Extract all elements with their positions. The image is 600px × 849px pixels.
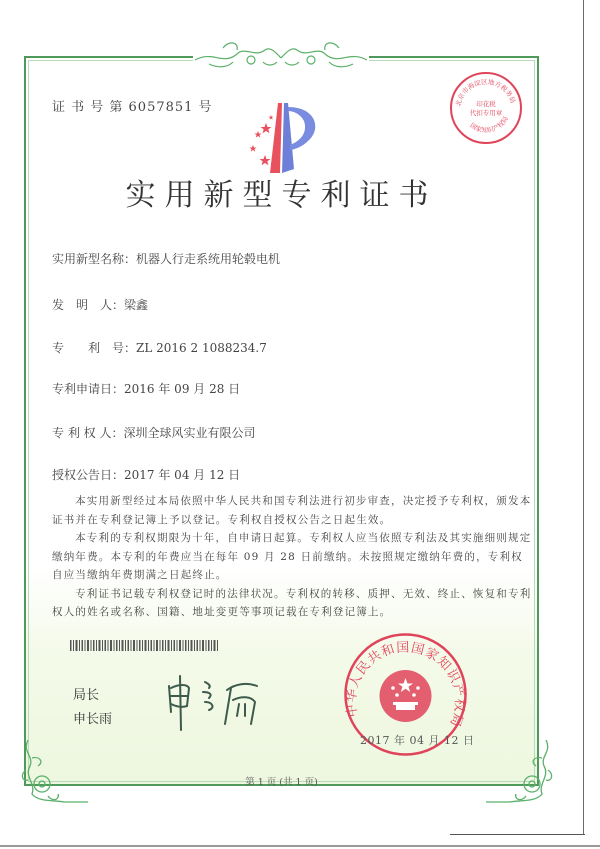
signatory-name: 申长雨 bbox=[73, 712, 113, 727]
body-paragraph: 专利证书记载专利权登记时的法律状况。专利权的转移、质押、无效、终止、恢复和专利权人的姓名或名称、国籍、地址变更等事项记载在专利登记簿上。 bbox=[52, 587, 532, 618]
field-label: 实用新型名称： bbox=[52, 252, 137, 266]
field-value: 梁鑫 bbox=[124, 298, 149, 312]
field-label: 专 利 号： bbox=[52, 341, 137, 355]
tax-stamp-seal-icon bbox=[448, 70, 524, 146]
field-value: ZL 2016 2 1088234.7 bbox=[136, 341, 267, 355]
scan-edge bbox=[0, 845, 600, 847]
tax-stamp-bottom-text: 国家知识产权局 bbox=[468, 114, 510, 135]
handwritten-signature-icon bbox=[165, 672, 265, 732]
field-application-date bbox=[52, 380, 240, 397]
ornament-top-icon bbox=[193, 36, 369, 72]
scan-edge bbox=[450, 834, 585, 835]
field-value: 2016 年 09 月 28 日 bbox=[124, 382, 241, 396]
svg-text:国家知识产权局 bbox=[469, 115, 511, 135]
tax-stamp-inner-line1: 印花税 bbox=[476, 100, 496, 108]
field-label: 发 明 人： bbox=[52, 298, 125, 312]
field-patent-holder bbox=[52, 424, 255, 441]
field-grant-date bbox=[52, 466, 240, 483]
seal-text: 中华人民共和国国家知识产权局 bbox=[344, 640, 467, 730]
certificate-body bbox=[52, 492, 532, 622]
seal-date: 2017 年 04 月 12 日 bbox=[360, 734, 475, 747]
field-label: 授权公告日： bbox=[52, 468, 125, 482]
patent-office-logo-icon bbox=[238, 95, 328, 175]
body-paragraph: 本实用新型经过本局依照中华人民共和国专利法进行初步审查，决定授予专利权，颁发本证书并在专利登记簿上予以登记。专利权自授权公告之日起生效。 bbox=[52, 495, 532, 526]
field-utility-model-name bbox=[52, 250, 280, 267]
tax-stamp-outer-text: 北京市海淀区地方税务局 bbox=[454, 77, 517, 108]
field-value: 机器人行走系统用轮毂电机 bbox=[136, 252, 281, 266]
page-indicator: 第 1 页 (共 1 页) bbox=[245, 777, 318, 788]
barcode-icon bbox=[70, 640, 218, 651]
certificate-title: 实用新型专利证书 bbox=[125, 178, 438, 213]
field-inventor bbox=[52, 296, 148, 313]
field-value: 深圳全球风实业有限公司 bbox=[123, 426, 256, 440]
signatory-title: 局长 bbox=[73, 688, 100, 703]
field-label: 专利申请日： bbox=[52, 382, 125, 396]
scan-edge bbox=[583, 0, 584, 835]
body-paragraph: 本专利的专利权期限为十年，自申请日起算。专利权人应当依照专利法及其实施细则规定缴纳年费。本专利的年费应当在每年 09 月 28 日前缴纳。未按照规定缴纳年费的，专利权自应当缴纳年费期满之日起终止。 bbox=[52, 532, 532, 581]
certificate-number: 证 书 号 第 6057851 号 bbox=[52, 100, 213, 115]
field-value: 2017 年 04 月 12 日 bbox=[124, 468, 241, 482]
field-patent-number bbox=[52, 339, 267, 356]
field-label: 专 利 权 人： bbox=[52, 426, 124, 440]
tax-stamp-inner-line2: 代扣专用章 bbox=[469, 109, 503, 117]
